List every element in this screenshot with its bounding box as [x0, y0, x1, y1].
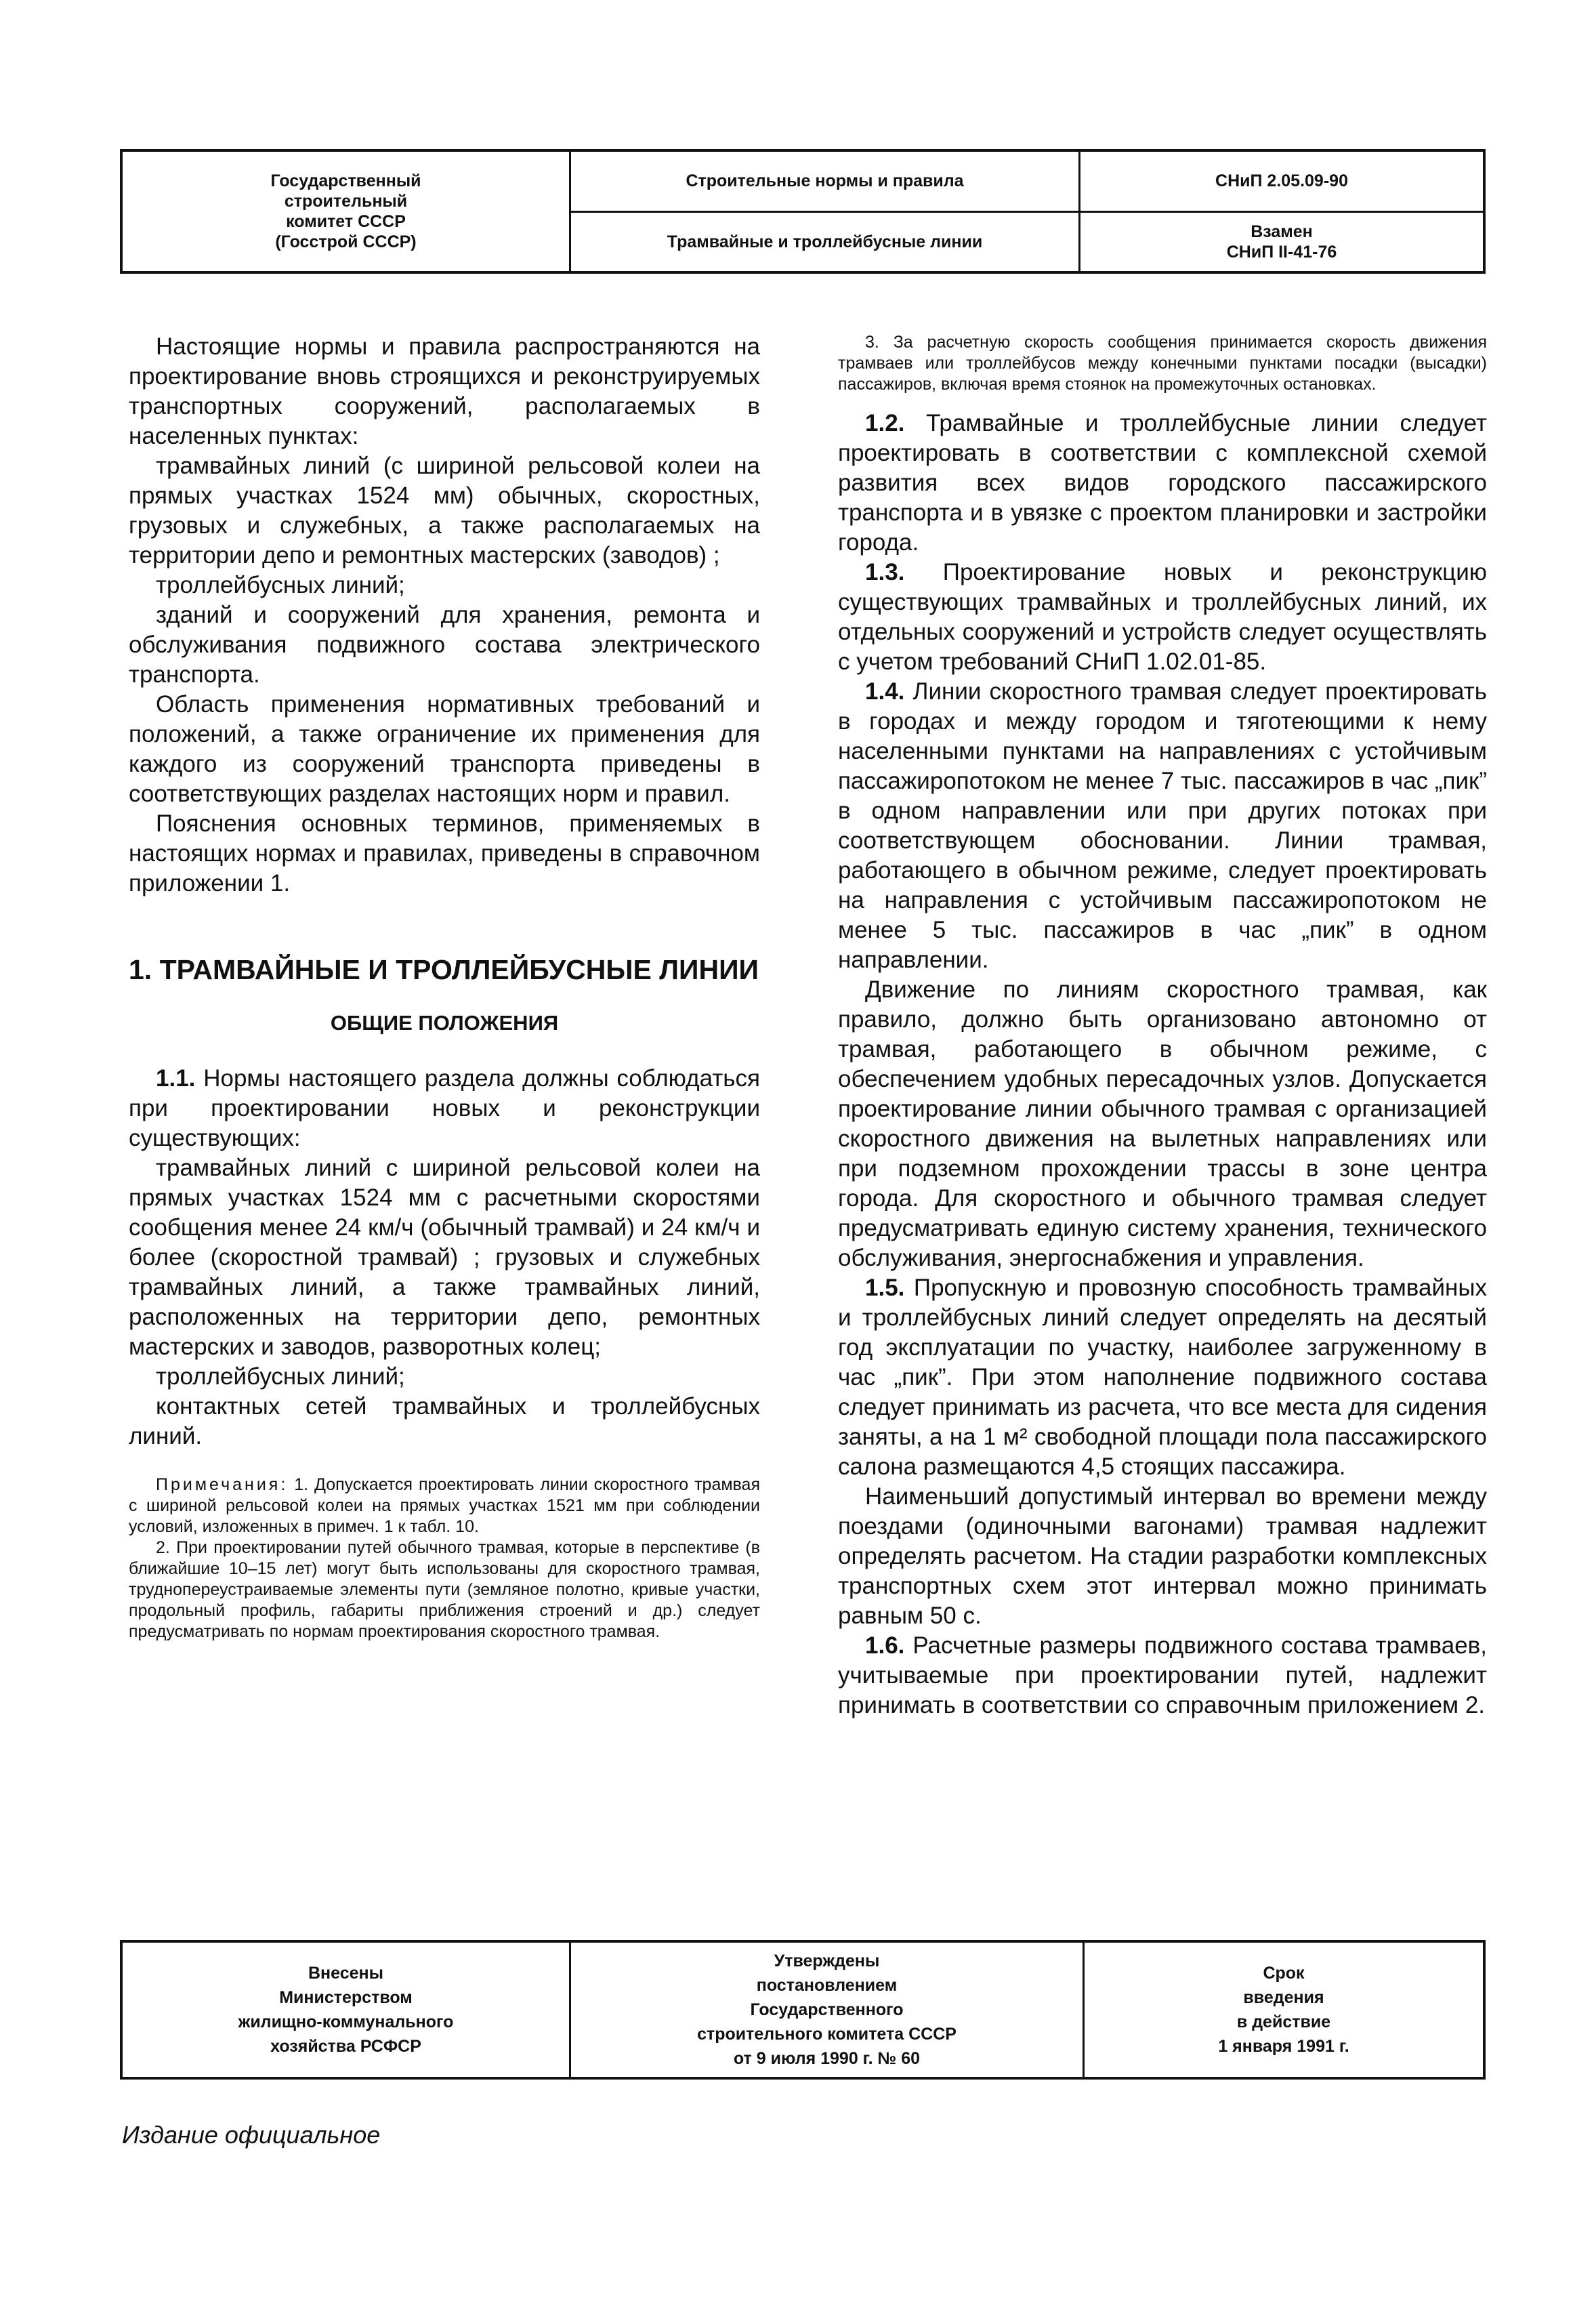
- effective-line: Срок: [1263, 1964, 1305, 1983]
- section-heading: 1. ТРАМВАЙНЫЕ И ТРОЛЛЕЙБУСНЫЕ ЛИНИИ: [129, 954, 759, 985]
- subsection-heading: ОБЩИЕ ПОЛОЖЕНИЯ: [330, 1011, 559, 1035]
- header-table: [120, 149, 1486, 274]
- clause-1-1-item: контактных сетей трамвайных и троллейбусных линий.: [129, 1393, 760, 1449]
- clause-1-4: [838, 677, 1487, 975]
- intro-list-item: троллейбусных линий;: [156, 572, 405, 598]
- clause-1-6: [838, 1631, 1487, 1720]
- effective-date-cell: [1085, 1943, 1483, 2077]
- clause-text: Трамвайные и троллейбусные линии следует проектировать в соответствии с комплексной схемой развития всех видов городского пассажирского транспорта и в увязке с проектом планировки и застройки города.: [838, 410, 1487, 556]
- note-2: 2. При проектировании путей обычного трамвая, которые в перспективе (в ближайшие 10–15 лет) могут быть использованы для скоростного трамвая, труднопереустраиваемые элементы пути (земляное полотно, кривые участки, продольный профиль, габариты приближения строений и др.) следует предусматривать по нормам проектирования скоростного трамвая.: [129, 1538, 760, 1641]
- clause-text: Проектирование новых и реконструкцию существующих трамвайных и троллейбусных линий, их отдельных сооружений и устройств следует осуществлять с учетом требований СНиП 1.02.01-85.: [838, 559, 1487, 675]
- document-type: Строительные нормы и правила: [686, 171, 964, 191]
- introduced-line: жилищно-коммунального: [238, 2012, 454, 2031]
- introduced-line: Министерством: [279, 1988, 413, 2007]
- note-text: 1. Допускается проектировать линии скоростного трамвая с шириной рельсовой колеи на прямых участках 1521 мм при соблюдении условий, изложенных в примеч. 1 к табл. 10.: [129, 1475, 760, 1536]
- clause-number: 1.4.: [865, 678, 905, 705]
- clause-number: 1.2.: [865, 410, 905, 436]
- clause-1-1-item: трамвайных линий с шириной рельсовой колеи на прямых участках 1524 мм с расчетными скоростями сообщения менее 24 км/ч (обычный трамвай) и 24 км/ч и более (скоростной трамвай) ; грузовых и служебных трамвайных линий, а также трамвайных линий, расположенных на территории депо, ремонтных мастерских и заводов, разворотных колец;: [129, 1155, 760, 1360]
- document-title: Трамвайные и троллейбусные линии: [667, 232, 983, 251]
- effective-line: в действие: [1236, 2012, 1331, 2031]
- approved-line: строительного комитета СССР: [697, 2025, 957, 2044]
- organization-line: комитет СССР: [286, 212, 406, 231]
- document-code: СНиП 2.05.09-90: [1215, 171, 1348, 191]
- clause-number: 1.6.: [865, 1632, 905, 1659]
- clause-1-5: [838, 1273, 1487, 1482]
- scope-paragraph: Область применения нормативных требований и положений, а также ограничение их применения для каждого из сооружений транспорта приведены в соответствующих разделах настоящих норм и правил.: [129, 691, 760, 807]
- organization-line: строительный: [284, 192, 408, 211]
- clause-text: Нормы настоящего раздела должны соблюдаться при проектировании новых и реконструкции существующих:: [129, 1065, 760, 1151]
- clause-1-2: [838, 409, 1487, 558]
- introduced-line: хозяйства РСФСР: [270, 2037, 421, 2056]
- clause-1-5-continued: Наименьший допустимый интервал во времени между поездами (одиночными вагонами) трамвая надлежит определять расчетом. На стадии разработки комплексных транспортных схем этот интервал можно принимать равным 50 с.: [838, 1483, 1487, 1629]
- replaces-label: Взамен: [1251, 222, 1313, 241]
- header-organization-cell: [123, 152, 571, 271]
- organization-line: Государственный: [270, 171, 421, 190]
- clause-1-1: [129, 1064, 760, 1153]
- effective-line: введения: [1243, 1988, 1324, 2007]
- intro-list-item: зданий и сооружений для хранения, ремонта и обслуживания подвижного состава электрического транспорта.: [129, 602, 760, 688]
- clause-number: 1.3.: [865, 559, 905, 585]
- clause-number: 1.1.: [156, 1065, 196, 1092]
- introduced-line: Внесены: [308, 1964, 383, 1983]
- replaces-code: СНиП II-41-76: [1226, 242, 1337, 262]
- intro-paragraph: Настоящие нормы и правила распространяются на проектирование вновь строящихся и реконструируемых транспортных сооружений, располагаемых в населенных пунктах:: [129, 333, 760, 449]
- clause-1-1-item: троллейбусных линий;: [156, 1363, 405, 1390]
- notes-label: Примечания:: [156, 1475, 289, 1494]
- clause-text: Линии скоростного трамвая следует проектировать в городах и между городом и тяготеющими к нему населенными пунктами на направлениях с устойчивым пассажиропотоком не менее 7 тыс. пассажиров в час „пик” в одном направлении или при других потоках при соответствующем обосновании. Линии трамвая, работающего в обычном режиме, следует проектировать на направления с устойчивым пассажиропотоком не менее 5 тыс. пассажиров в час „пик” в одном направлении.: [838, 678, 1487, 973]
- terms-paragraph: Пояснения основных терминов, применяемых в настоящих нормах и правилах, приведены в справочном приложении 1.: [129, 810, 760, 896]
- approved-by-cell: [571, 1943, 1085, 2077]
- footer-table: [120, 1940, 1486, 2080]
- organization-line: (Госстрой СССР): [275, 232, 417, 251]
- clause-text: Пропускную и провозную способность трамвайных и троллейбусных линий следует определять на десятый год эксплуатации по участку, наиболее загруженному в час „пик”. При этом наполнение подвижного состава следует принимать из расчета, что все места для сидения заняты, а на 1 м² свободной площади пола пассажирского салона размещаются 4,5 стоящих пассажира.: [838, 1275, 1487, 1480]
- edition-label: Издание официальное: [122, 2121, 381, 2149]
- introduced-by-cell: [123, 1943, 571, 2077]
- intro-list-item: трамвайных линий (с шириной рельсовой колеи на прямых участках 1524 мм) обычных, скоростных, грузовых и служебных, а также располагаемых на территории депо и ремонтных мастерских (заводов) ;: [129, 453, 760, 569]
- approved-line: от 9 июля 1990 г. № 60: [733, 2049, 921, 2068]
- approved-line: постановлением: [756, 1976, 898, 1995]
- approved-line: Государственного: [750, 2000, 904, 2019]
- header-code-cell: [1080, 152, 1483, 271]
- clause-1-4-continued: Движение по линиям скоростного трамвая, как правило, должно быть организовано автономно от трамвая, работающего в обычном режиме, с обеспечением удобных пересадочных узлов. Допускается проектирование линии обычного трамвая с организацией скоростного движения на вылетных направлениях или при подземном прохождении трассы в зоне центра города. Для скоростного и обычного трамвая следует предусматривать единую систему хранения, технического обслуживания, энергоснабжения и управления.: [838, 976, 1487, 1271]
- note-3: 3. За расчетную скорость сообщения принимается скорость движения трамваев или троллейбусов между конечными пунктами посадки (высадки) пассажиров, включая время стоянок на промежуточных остановках.: [838, 333, 1487, 394]
- clause-1-3: [838, 558, 1487, 677]
- header-title-cell: [571, 152, 1080, 271]
- note-1: [129, 1474, 760, 1537]
- clause-number: 1.5.: [865, 1275, 905, 1301]
- clause-text: Расчетные размеры подвижного состава трамваев, учитываемые при проектировании путей, надлежит принимать в соответствии со справочным приложением 2.: [838, 1632, 1487, 1718]
- effective-line: 1 января 1991 г.: [1218, 2037, 1349, 2056]
- right-column: [838, 332, 1487, 1720]
- left-column: [129, 332, 760, 1642]
- approved-line: Утверждены: [774, 1951, 880, 1970]
